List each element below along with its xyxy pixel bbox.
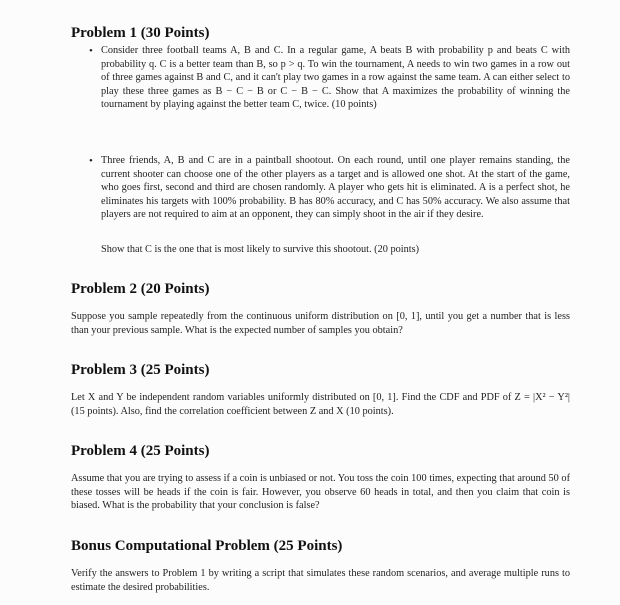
bonus-problem-text: Verify the answers to Problem 1 by writing a script that simulates these random scenarios, and average multiple runs to estimate the desired probabilities. bbox=[71, 568, 570, 593]
bonus-problem-title: Bonus Computational Problem (25 Points) bbox=[71, 538, 343, 554]
problem-3-title: Problem 3 (25 Points) bbox=[71, 362, 210, 378]
bullet-icon: • bbox=[89, 45, 93, 57]
problem-1-part-2-text: Three friends, A, B and C are in a paintball shootout. On each round, until one player remains standing, the current shooter can choose one of the other players as a target and is allowed one shot. At the start of the game, who goes first, second and third are chosen randomly. A player who gets hit is eliminated. A is a perfect shot, he eliminates his targets with 100% probability. B has 80% accuracy, and C has 50% accuracy. We also assume that players are not required to aim at an opponent, they can simply shoot in the air if they desire. bbox=[101, 155, 570, 221]
problem-4-title: Problem 4 (25 Points) bbox=[71, 443, 210, 459]
problem-2-text: Suppose you sample repeatedly from the continuous uniform distribution on [0, 1], until you get a number that is less than your previous sample. What is the expected number of samples you obtain? bbox=[71, 311, 570, 336]
problem-1-part-1-text: Consider three football teams A, B and C. In a regular game, A beats B with probability p and beats C with probability q. C is a better team than B, so p > q. To win the tournament, A needs to win two games in a row out of three games against B and C, and it can't play two games in a row against the same team. A can either select to play these three games as B − C − B or C − B − C. Show that A maximizes the probability of winning the tournament by playing against the better team C, twice. (10 points) bbox=[101, 45, 570, 111]
problem-1-title: Problem 1 (30 Points) bbox=[71, 25, 210, 41]
problem-3-text: Let X and Y be independent random variables uniformly distributed on [0, 1]. Find the CDF and PDF of Z = |X² − Y²| (15 points). Also, find the correlation coefficient between Z and X (10 points). bbox=[71, 392, 570, 417]
problem-2-title: Problem 2 (20 Points) bbox=[71, 281, 210, 297]
bullet-icon: • bbox=[89, 155, 93, 167]
problem-1-part-2-followup: Show that C is the one that is most likely to survive this shootout. (20 points) bbox=[101, 244, 420, 255]
problem-4-text: Assume that you are trying to assess if a coin is unbiased or not. You toss the coin 100 times, expecting that around 50 of these tosses will be heads if the coin is fair. However, you observe 60 heads in total, and then you claim that coin is biased. What is the probability that your conclusion is false? bbox=[71, 473, 570, 512]
